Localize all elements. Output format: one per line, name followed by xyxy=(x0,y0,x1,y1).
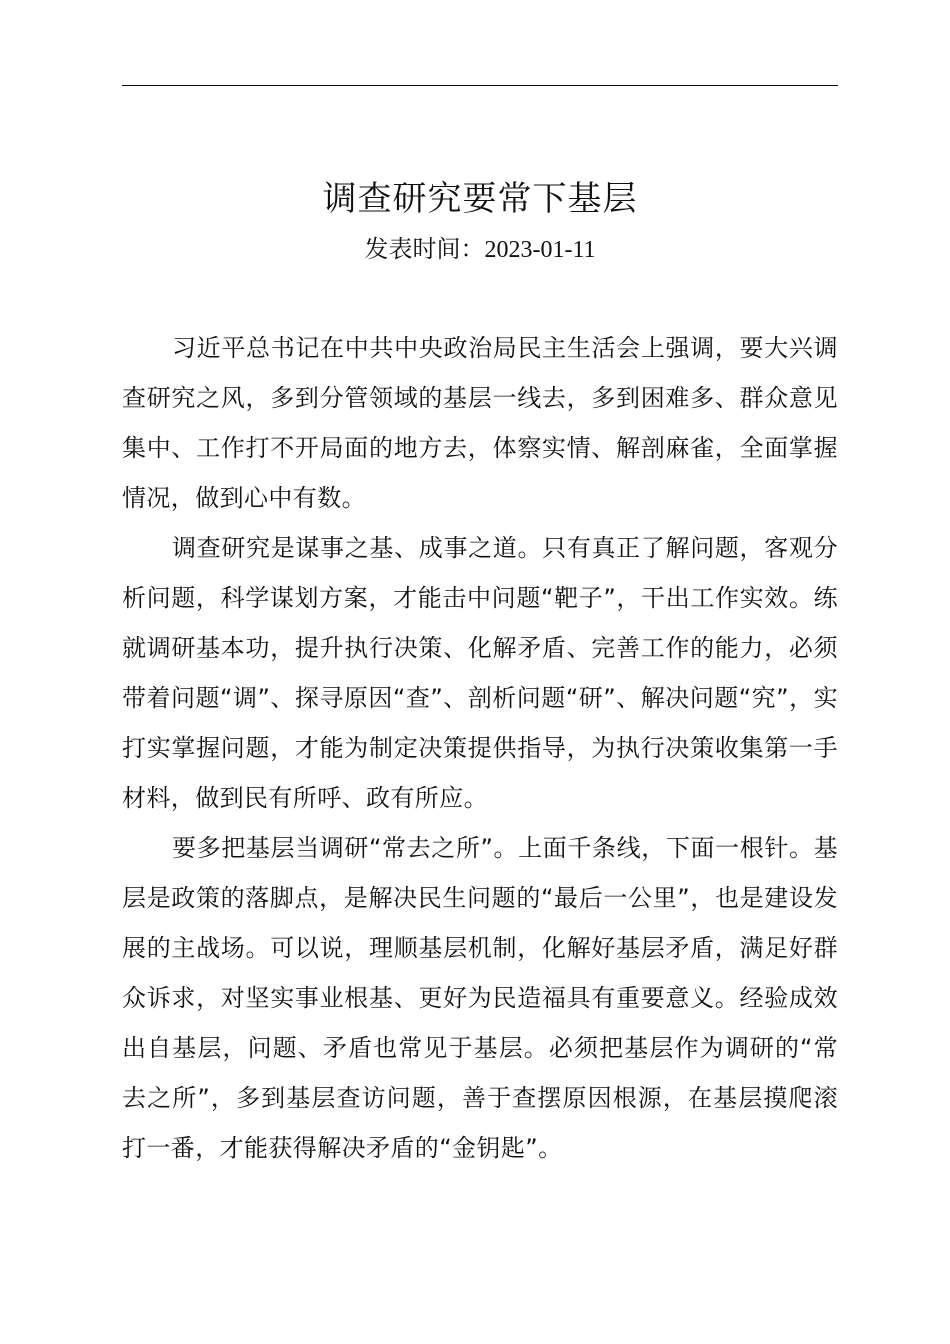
publish-date-value: 2023-01-11 xyxy=(484,237,596,263)
publish-date-label: 发表时间： xyxy=(364,235,485,263)
paragraph-2: 调查研究是谋事之基、成事之道。只有真正了解问题，客观分析问题，科学谋划方案，才能击中问题“靶子”，干出工作实效。练就调研基本功，提升执行决策、化解矛盾、完善工作的能力，必须带着问题“调”、探寻原因“查”、剖析问题“研”、解决问题“究”，实打实掌握问题，才能为制定决策提供指导，为执行决策收集第一手材料，做到民有所呼、政有所应。 xyxy=(122,534,838,812)
publish-date xyxy=(0,232,950,267)
article-title: 调查研究要常下基层 xyxy=(322,179,638,219)
header-rule xyxy=(122,85,838,86)
paragraph-3: 要多把基层当调研“常去之所”。上面千条线，下面一根针。基层是政策的落脚点，是解决民生问题的“最后一公里”，也是建设发展的主战场。可以说，理顺基层机制，化解好基层矛盾，满足好群众诉求，对坚实事业根基、更好为民造福具有重要意义。经验成效出自基层，问题、矛盾也常见于基层。必须把基层作为调研的“常去之所”，多到基层查访问题，善于查摆原因根源，在基层摸爬滚打一番，才能获得解决矛盾的“金钥匙”。 xyxy=(122,834,839,1162)
paragraph-1: 习近平总书记在中共中央政治局民主生活会上强调，要大兴调查研究之风，多到分管领域的基层一线去，多到困难多、群众意见集中、工作打不开局面的地方去，体察实情、解剖麻雀，全面掌握情况，做到心中有数。 xyxy=(122,334,838,512)
article-body xyxy=(122,323,838,1173)
